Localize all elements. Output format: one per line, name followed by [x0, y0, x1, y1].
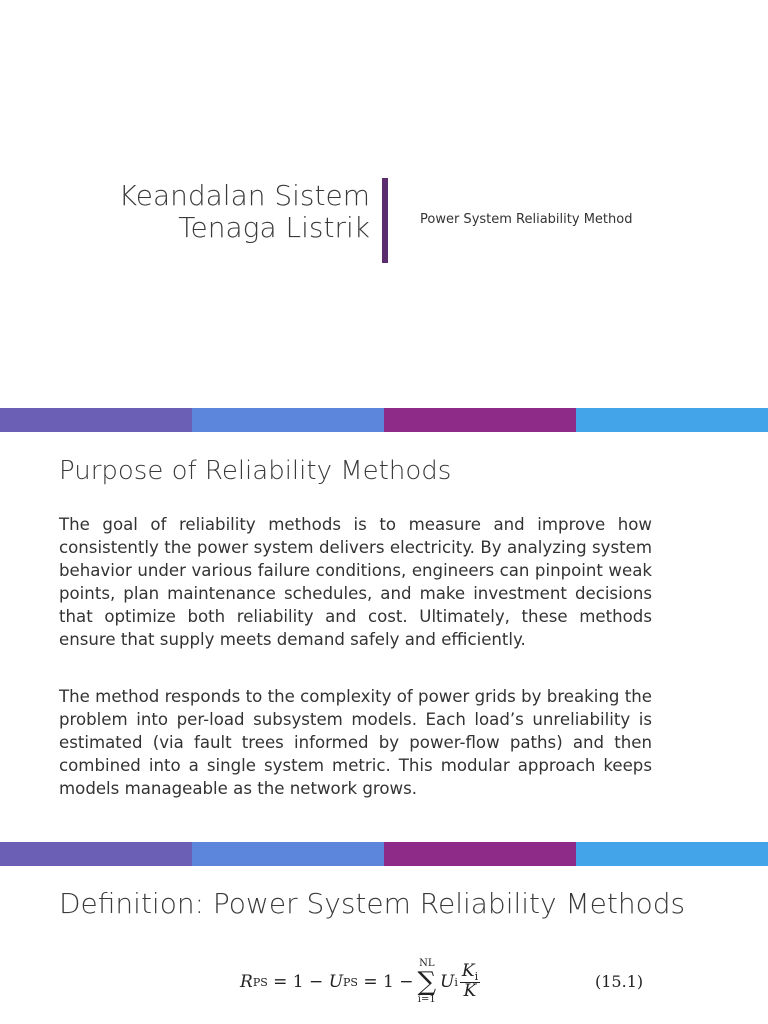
slide-title-line-2: Tenaga Listrik	[178, 211, 370, 244]
title-divider	[382, 178, 388, 263]
eq-fraction	[460, 960, 480, 1002]
stripe-segment	[384, 842, 576, 866]
stripe-segment	[192, 842, 384, 866]
eq-part-1: = 1 −	[273, 972, 324, 992]
eq-sum-symbol: ∑	[417, 967, 437, 997]
stripe-segment	[576, 842, 768, 866]
reliability-equation	[240, 952, 480, 1012]
stripe-segment	[192, 408, 384, 432]
eq-sum-upper: NL	[419, 958, 435, 969]
slide-subtitle: Power System Reliability Method	[420, 212, 633, 227]
eq-summation	[417, 959, 436, 1005]
eq-sum-lower: i=1	[417, 994, 436, 1005]
color-stripe-top	[0, 408, 768, 432]
stripe-segment	[576, 408, 768, 432]
title-slide	[0, 0, 768, 408]
eq-R-sub: PS	[252, 975, 268, 989]
slide-title-line-1: Keandalan Sistem	[118, 179, 370, 212]
eq-U: U	[328, 972, 344, 992]
eq-Ui-sub: i	[454, 975, 458, 989]
eq-U-sub: PS	[343, 975, 358, 989]
eq-fraction-numerator: $K_i$	[461, 960, 479, 983]
stripe-segment	[384, 408, 576, 432]
stripe-segment	[0, 408, 192, 432]
purpose-heading: Purpose of Reliability Methods	[59, 456, 452, 486]
color-stripe-bottom	[0, 842, 768, 866]
eq-R: R	[240, 972, 253, 992]
purpose-paragraph-1: The goal of reliability methods is to measure and improve how consistently the power system delivers electricity. By analyzing system behavior under various failure conditions, engineers can pinpoint weak points, plan maintenance schedules, and make investment decisions that optimize both reliability and cost. Ultimately, these methods ensure that supply meets demand safely and efficiently.	[59, 515, 652, 649]
slide-title	[119, 180, 370, 244]
definition-heading: Definition: Power System Reliability Methods	[59, 887, 686, 920]
eq-part-2: = 1 −	[363, 972, 414, 992]
purpose-paragraph-2: The method responds to the complexity of power grids by breaking the problem into per-load subsystem models. Each load’s unreliability is estimated (via fault trees informed by power-flow paths) and then combined into a single system metric. This modular approach keeps models manageable as the network grows.	[59, 687, 652, 798]
eq-Ui: U	[440, 972, 455, 992]
equation-number: (15.1)	[595, 972, 644, 991]
stripe-segment	[0, 842, 192, 866]
eq-fraction-denominator: K	[463, 981, 477, 1002]
